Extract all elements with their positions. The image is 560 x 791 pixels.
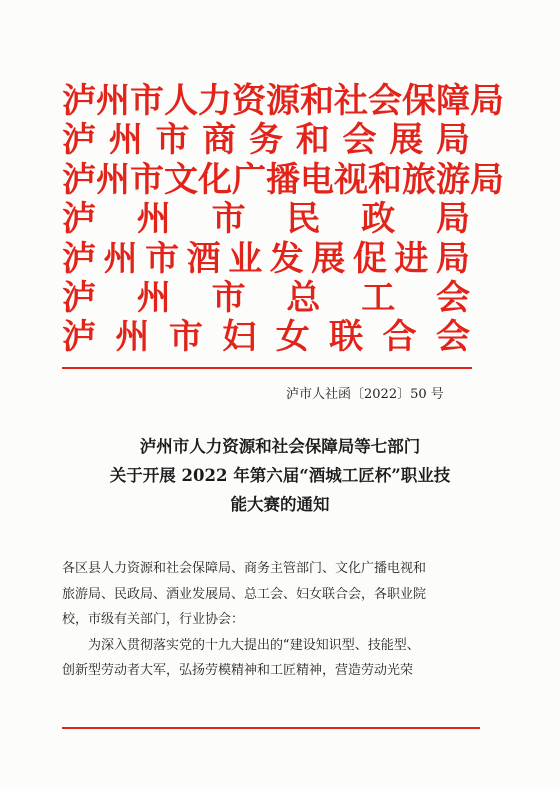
agency-line-4: [62, 200, 470, 239]
agency-char: 务: [249, 120, 283, 161]
agency-line-5: [62, 240, 470, 279]
recipients-line-2: 旅游局、民政局、酒业发展局、总工会、妇女联合会，各职业院: [62, 586, 427, 602]
agency-char: 会: [342, 120, 377, 161]
agency-char: 泸: [62, 317, 96, 358]
agency-char: 泸: [62, 277, 96, 318]
agency-char: 市: [145, 238, 180, 279]
document-title: [70, 432, 490, 519]
agency-char: 市: [155, 120, 190, 161]
agency-char: 泸: [62, 199, 96, 240]
agency-char: 州: [103, 238, 138, 279]
agency-line-6: [62, 279, 470, 318]
agency-char: 发: [269, 238, 304, 279]
agency-char: 总: [286, 277, 321, 318]
agency-char: 商: [202, 120, 237, 161]
paragraph-line-1: 为深入贯彻落实党的十九大提出的“建设知识型、技能型、: [88, 637, 420, 653]
title-line-2: 关于开展 2022 年第六届“酒城工匠杯”职业技: [109, 466, 451, 485]
agency-char: 进: [394, 238, 429, 279]
agency-line-1: [62, 81, 504, 121]
title-line-1: 泸州市人力资源和社会保障局等七部门: [139, 437, 421, 456]
document-body: [62, 556, 486, 684]
agency-char: 泸: [62, 120, 96, 161]
agency-char: 泸: [62, 238, 96, 279]
agency-char: 市: [211, 277, 246, 318]
agency-line-3: [62, 159, 504, 200]
agency-char: 州: [115, 317, 150, 358]
agency-char: 和: [295, 120, 330, 161]
agency-line-2: [62, 121, 470, 160]
agency-char: 会: [435, 277, 470, 318]
agency-char: 会: [435, 317, 470, 358]
agency-char: 工: [361, 277, 396, 318]
agency-text: 泸州市人力资源和社会保障局: [62, 81, 504, 121]
document-number: 泸市人社函〔2022〕50 号: [286, 387, 444, 402]
recipients-line-1: 各区县人力资源和社会保障局、商务主管部门、文化广播电视和: [62, 561, 427, 576]
agency-char: 州: [136, 277, 171, 318]
agency-char: 酒: [186, 238, 221, 279]
agency-char: 合: [382, 317, 417, 358]
agency-char: 民: [286, 199, 321, 240]
agency-char: 市: [211, 199, 246, 240]
agency-char: 妇: [222, 317, 257, 358]
masthead: [62, 81, 504, 358]
title-line-3: 能大赛的通知: [230, 495, 330, 514]
agency-text: 泸州市文化广播电视和旅游局: [62, 159, 504, 200]
agency-char: 业: [228, 238, 263, 279]
agency-char: 联: [329, 317, 364, 358]
agency-char: 市: [168, 317, 203, 358]
agency-char: 促: [352, 238, 387, 279]
agency-char: 展: [389, 120, 424, 161]
agency-char: 局: [435, 238, 470, 279]
agency-char: 政: [361, 199, 396, 240]
agency-char: 女: [275, 317, 310, 358]
agency-char: 局: [436, 120, 470, 161]
agency-line-7: [62, 318, 470, 357]
masthead-divider: [62, 367, 472, 369]
paragraph-line-2: 创新型劳动者大军，弘扬劳模精神和工匠精神，营造劳动光荣: [62, 663, 414, 678]
footer-divider: [62, 727, 480, 729]
agency-char: 展: [311, 238, 346, 279]
recipients-line-3: 校，市级有关部门，行业协会：: [62, 612, 245, 627]
agency-char: 局: [435, 199, 470, 240]
agency-char: 州: [108, 120, 143, 161]
agency-char: 州: [136, 199, 171, 240]
